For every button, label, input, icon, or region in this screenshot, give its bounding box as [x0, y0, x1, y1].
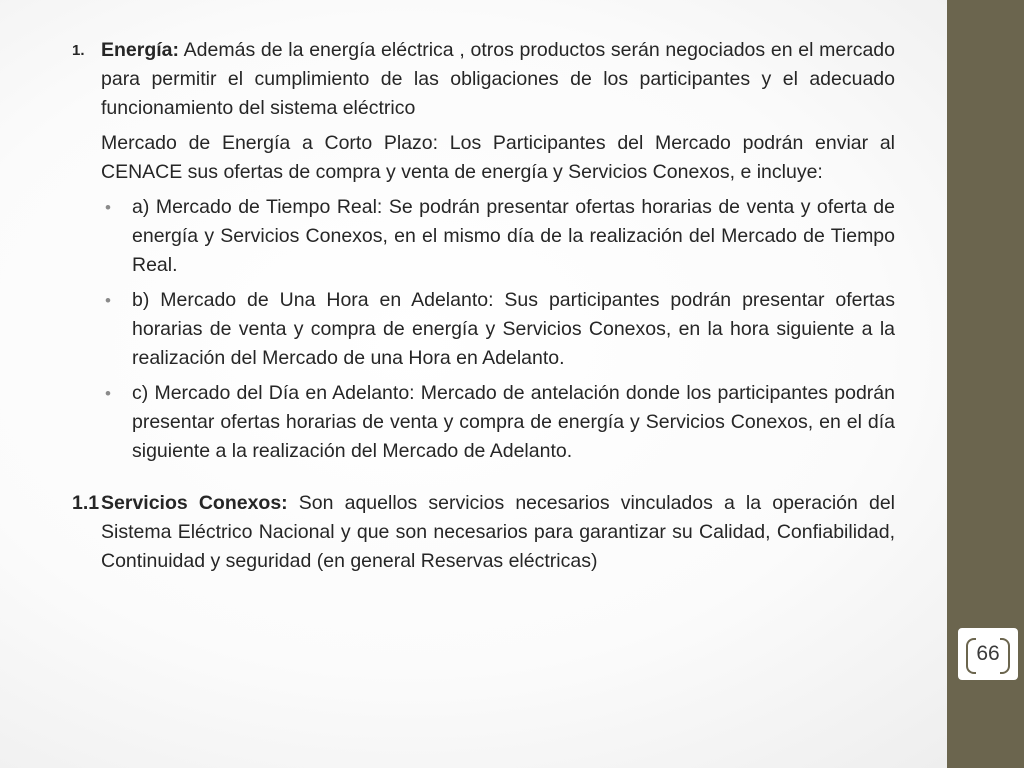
bullet-text: b) Mercado de Una Hora en Adelanto: Sus participantes podrán presentar ofertas horarias de venta y compra de energía y Servicios Conexos, en la hora siguiente a la realización del Mercado de una Hora en Adelanto. — [132, 289, 895, 369]
bullet-text: c) Mercado del Día en Adelanto: Mercado de antelación donde los participantes podrán presentar ofertas horarias de venta y compra de energía y Servicios Conexos, en el día siguiente a la realización del Mercado de Adelanto. — [132, 382, 895, 462]
bullet-list — [72, 193, 895, 466]
section-text: Son aquellos servicios necesarios vinculados a la operación del Sistema Eléctrico Nacional y que son necesarios para garantizar su Calidad, Confiabilidad, Continuidad y seguridad (en general Reservas eléctricas) — [101, 492, 896, 572]
slide-content — [72, 36, 895, 576]
bullet-text: a) Mercado de Tiempo Real: Se podrán presentar ofertas horarias de venta y oferta de energía y Servicios Conexos, en el mismo día de la realización del Mercado de Tiempo Real. — [132, 196, 895, 276]
item-servicios-conexos — [72, 489, 895, 576]
item-title: Energía: — [101, 39, 180, 61]
item-energia — [72, 36, 895, 123]
bullet-icon: • — [105, 198, 111, 217]
section-title: Servicios Conexos: — [101, 492, 288, 514]
list-item — [72, 286, 895, 373]
list-item — [72, 379, 895, 466]
item-text: Además de la energía eléctrica , otros productos serán negociados en el mercado para permitir el cumplimiento de las obligaciones de los participantes y el adecuado funcionamiento del sistema eléctrico — [101, 39, 895, 119]
item-number: 1. — [72, 42, 85, 59]
section-number: 1.1 — [72, 492, 100, 514]
bullet-icon: • — [105, 291, 111, 310]
paragraph-corto-plazo: Mercado de Energía a Corto Plazo: Los Participantes del Mercado podrán enviar al CENACE sus ofertas de compra y venta de energía y Servicios Conexos, e incluye: — [101, 132, 895, 183]
page-number-badge — [958, 628, 1018, 680]
bullet-icon: • — [105, 384, 111, 403]
page-number: 66 — [976, 642, 1000, 665]
right-bracket-shape — [1000, 638, 1010, 674]
list-item — [72, 193, 895, 280]
